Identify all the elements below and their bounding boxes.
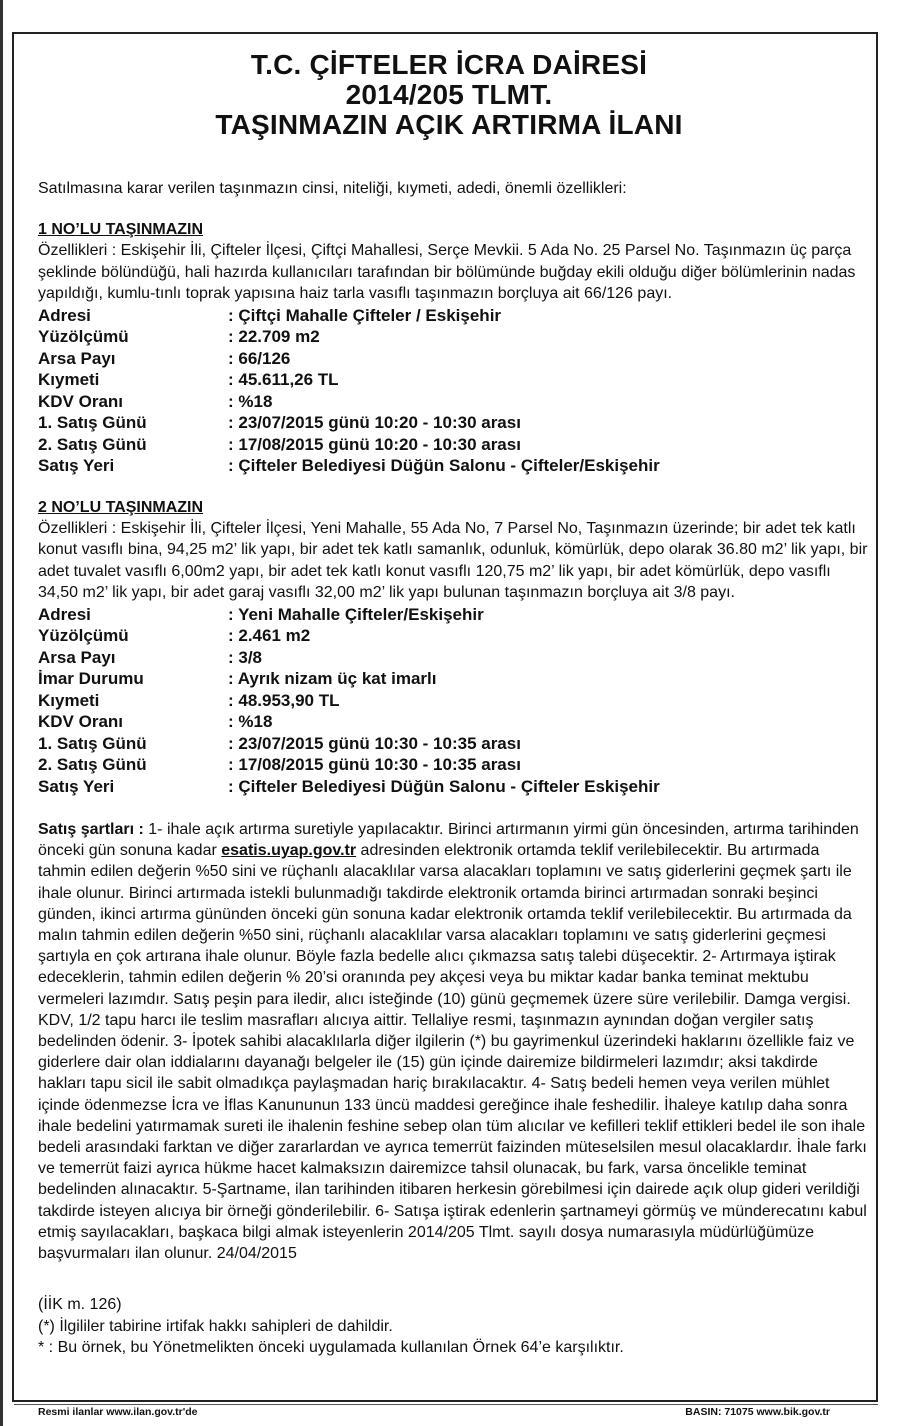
notice-title bbox=[30, 50, 868, 140]
field-value: : 66/126 bbox=[228, 348, 291, 368]
title-line-2: 2014/205 TLMT. bbox=[345, 79, 553, 110]
sale-conditions bbox=[38, 819, 868, 1264]
property-1-description: Özellikleri : Eskişehir İli, Çifteler İlçesi, Çiftçi Mahallesi, Serçe Mevkii. 5 Ada No. 25 Parsel No. Taşınmazın üç parça şeklinde bölündüğü, hali hazırda kullanıcıları tarafından bir bölümünde buğday ekili olduğu diğer bölümlerinin nadas yapıldığı, kumlu-tınlı toprak yapısına haiz tarla vasıflı taşınmazın borçluya ait 66/126 payı. bbox=[38, 242, 856, 302]
property-2-fields bbox=[38, 604, 868, 798]
footer-divider bbox=[14, 1404, 878, 1405]
title-line-3: TAŞINMAZIN AÇIK ARTIRMA İLANI bbox=[215, 109, 683, 140]
field-label: 2. Satış Günü bbox=[38, 434, 147, 454]
footer bbox=[38, 1406, 830, 1418]
field-value: : 48.953,90 TL bbox=[228, 690, 340, 710]
field-value: : %18 bbox=[228, 391, 273, 411]
field-label: Kıymeti bbox=[38, 690, 100, 710]
field-value: : Çiftçi Mahalle Çifteler / Eskişehir bbox=[228, 305, 502, 325]
conditions-label: Satış şartları : bbox=[38, 821, 144, 838]
field-label: Arsa Payı bbox=[38, 647, 116, 667]
field-label: 1. Satış Günü bbox=[38, 733, 147, 753]
esatis-link[interactable]: esatis.uyap.gov.tr bbox=[221, 842, 357, 860]
footer-right-text: BASIN: 71075 www.bik.gov.tr bbox=[685, 1406, 830, 1418]
property-2-heading: 2 NO’LU TAŞINMAZIN bbox=[38, 498, 204, 516]
field-value: : 2.461 m2 bbox=[228, 626, 311, 645]
field-value: : 23/07/2015 günü 10:20 - 10:30 arası bbox=[228, 413, 521, 432]
field-label: Adresi bbox=[38, 305, 91, 325]
property-1-fields bbox=[38, 305, 868, 477]
field-value: : 17/08/2015 günü 10:20 - 10:30 arası bbox=[228, 434, 521, 454]
field-value: : 17/08/2015 günü 10:30 - 10:35 arası bbox=[228, 755, 521, 774]
field-value: : 3/8 bbox=[228, 647, 263, 667]
property-2-section bbox=[38, 497, 868, 798]
property-1-heading: 1 NO’LU TAŞINMAZIN bbox=[38, 221, 204, 238]
field-label: Kıymeti bbox=[38, 370, 100, 389]
field-value: : %18 bbox=[228, 712, 273, 731]
field-label: Yüzölçümü bbox=[38, 626, 129, 645]
field-label: KDV Oranı bbox=[38, 391, 124, 411]
notice-content bbox=[38, 50, 868, 1359]
note-line-1: (İİK m. 126) bbox=[38, 1296, 122, 1314]
note-line-3: * : Bu örnek, bu Yönetmelikten önceki uygulamada kullanılan Örnek 64’e karşılıktır. bbox=[38, 1339, 624, 1357]
conditions-text-2: adresinden elektronik ortamda teklif verilebilecektir. Bu artırmada tahmin edilen değerin %50 sini ve rüçhanlı alacaklılar varsa alacakları toplamını ve satış giderlerini geçmek şartı ile ihale olunur. Birinci artırmada istekli bulunmadığı takdirde elektronik ortamda birinci artırmadan sonraki beşinci günden, ikinci artırma gününden önceki gün sonuna kadar elektronik ortamda teklif verilebilecektir. Bu artırmada da malın tahmin edilen değerin %50 sini, rüçhanlı alacaklılar varsa alacakları toplamını ve satış giderlerini geçmesi şartıyla en çok artırana ihale olunur. Böyle fazla bedelle alıcı çıkmazsa satış talebi düşecektir. 2- Artırmaya iştirak edeceklerin, tahmin edilen değerin % 20’si oranında pey akçesi veya bu miktar kadar banka teminat mektubu vermeleri lazımdır. Satış peşin para iledir, alıcı isteğinde (10) günü geçmemek üzere süre verilebilir. Damga vergisi. KDV, 1/2 tapu harcı ile teslim masrafları alıcıya aittir. Tellaliye resmi, taşınmazın aynından doğan vergiler satış bedelinden ödenir. 3- İpotek sahibi alacaklılarla diğer ilgilerin (*) bu gayrimenkul üzerindeki haklarını özellikle faiz ve giderlere dair olan iddialarını dayanağı belgeler ile (15) gün içinde dairemize bildirmeleri lazımdır; aksi takdirde hakları tapu sicil ile sabit olmadıkça paylaşmadan hariç bırakılacaktır. 4- Satış bedeli hemen veya verilen mühlet içinde ödenmezse İcra ve İflas Kanununun 133 üncü maddesi gereğince ihale feshedilir. İhaleye katılıp daha sonra ihale bedelini yatırmamak sureti ile ihalenin feshine sebep olan tüm alıcılar ve kefilleri teklif ettikleri bedel ile son ihale bedeli arasındaki farktan ve diğer zararlardan ve ayrıca temerrüt faizinden müteselsilen mesul olacaklardır. İhale farkı ve temerrüt faizi ayrıca hükme hacet kalmaksızın dairemizce tahsil olunacak, bu fark, varsa öncelikle teminat bedelinden alınacaktır. 5-Şartname, ilan tarihinden itibaren herkesin görebilmesi için dairede açık olup gideri verildiği takdirde isteyen alıcıya bir örneği gönderilebilir. 6- Satışa iştirak edenlerin şartnameyi görmüş ve münderecatını kabul etmiş sayılacakları, başkaca bilgi almak isteyenlerin 2014/205 Tlmt. sayılı dosya numarasıyla müdürlüğümüze başvurmaları ilan olunur. 24/04/2015 bbox=[38, 842, 867, 1263]
field-label: Adresi bbox=[38, 604, 91, 624]
field-value: : 23/07/2015 günü 10:30 - 10:35 arası bbox=[228, 733, 521, 753]
field-value: : 22.709 m2 bbox=[228, 327, 320, 346]
notes bbox=[38, 1294, 868, 1359]
field-label: Arsa Payı bbox=[38, 348, 116, 368]
field-label: 2. Satış Günü bbox=[38, 755, 147, 774]
conditions-text-1: 1- ihale açık artırma suretiyle yapılacaktır. Birinci artırmanın yirmi gün öncesinden, artırma tarihinden önceki gün sonuna kadar bbox=[38, 821, 859, 860]
field-value: : Çifteler Belediyesi Düğün Salonu - Çifteler/Eskişehir bbox=[228, 456, 660, 475]
title-line-1: T.C. ÇİFTELER İCRA DAİRESİ bbox=[250, 49, 648, 80]
field-value: : 45.611,26 TL bbox=[228, 370, 339, 389]
note-line-2: (*) İlgililer tabirine irtifak hakkı sahipleri de dahildir. bbox=[38, 1317, 393, 1335]
field-label: Satış Yeri bbox=[38, 776, 115, 796]
field-value: : Ayrık nizam üç kat imarlı bbox=[228, 669, 437, 688]
field-label: İmar Durumu bbox=[38, 669, 144, 688]
field-label: KDV Oranı bbox=[38, 712, 124, 731]
footer-left-text: Resmi ilanlar www.ilan.gov.tr'de bbox=[38, 1406, 198, 1418]
left-edge-bar bbox=[0, 0, 3, 1426]
property-2-description: Özellikleri : Eskişehir İli, Çifteler İlçesi, Yeni Mahalle, 55 Ada No, 7 Parsel No, Taşınmazın üzerinde; bir adet tek katlı konut vasıflı bina, 94,25 m2’ lik yapı, bir adet tek katlı samanlık, odunluk, kömürlük, depo olarak 36.80 m2’ lik yapı, bir adet tuvalet vasıflı 6,00m2 yapı, bir adet tek katlı konut vasıflı 120,75 m2’ lik yapı, bir adet kömürlük, depo vasıflı 34,50 m2’ lik yapı, bir adet garaj vasıflı 32,00 m2’ lik yapı bulunan taşınmazın borçluya ait 3/8 payı. bbox=[38, 519, 868, 601]
field-value: : Çifteler Belediyesi Düğün Salonu - Çifteler Eskişehir bbox=[228, 776, 660, 796]
intro-text: Satılmasına karar verilen taşınmazın cinsi, niteliği, kıymeti, adedi, önemli özellikleri: bbox=[38, 180, 627, 197]
property-1-section bbox=[38, 219, 868, 477]
field-label: 1. Satış Günü bbox=[38, 413, 147, 432]
field-label: Yüzölçümü bbox=[38, 327, 129, 346]
field-value: : Yeni Mahalle Çifteler/Eskişehir bbox=[228, 604, 484, 624]
field-label: Satış Yeri bbox=[38, 456, 115, 475]
